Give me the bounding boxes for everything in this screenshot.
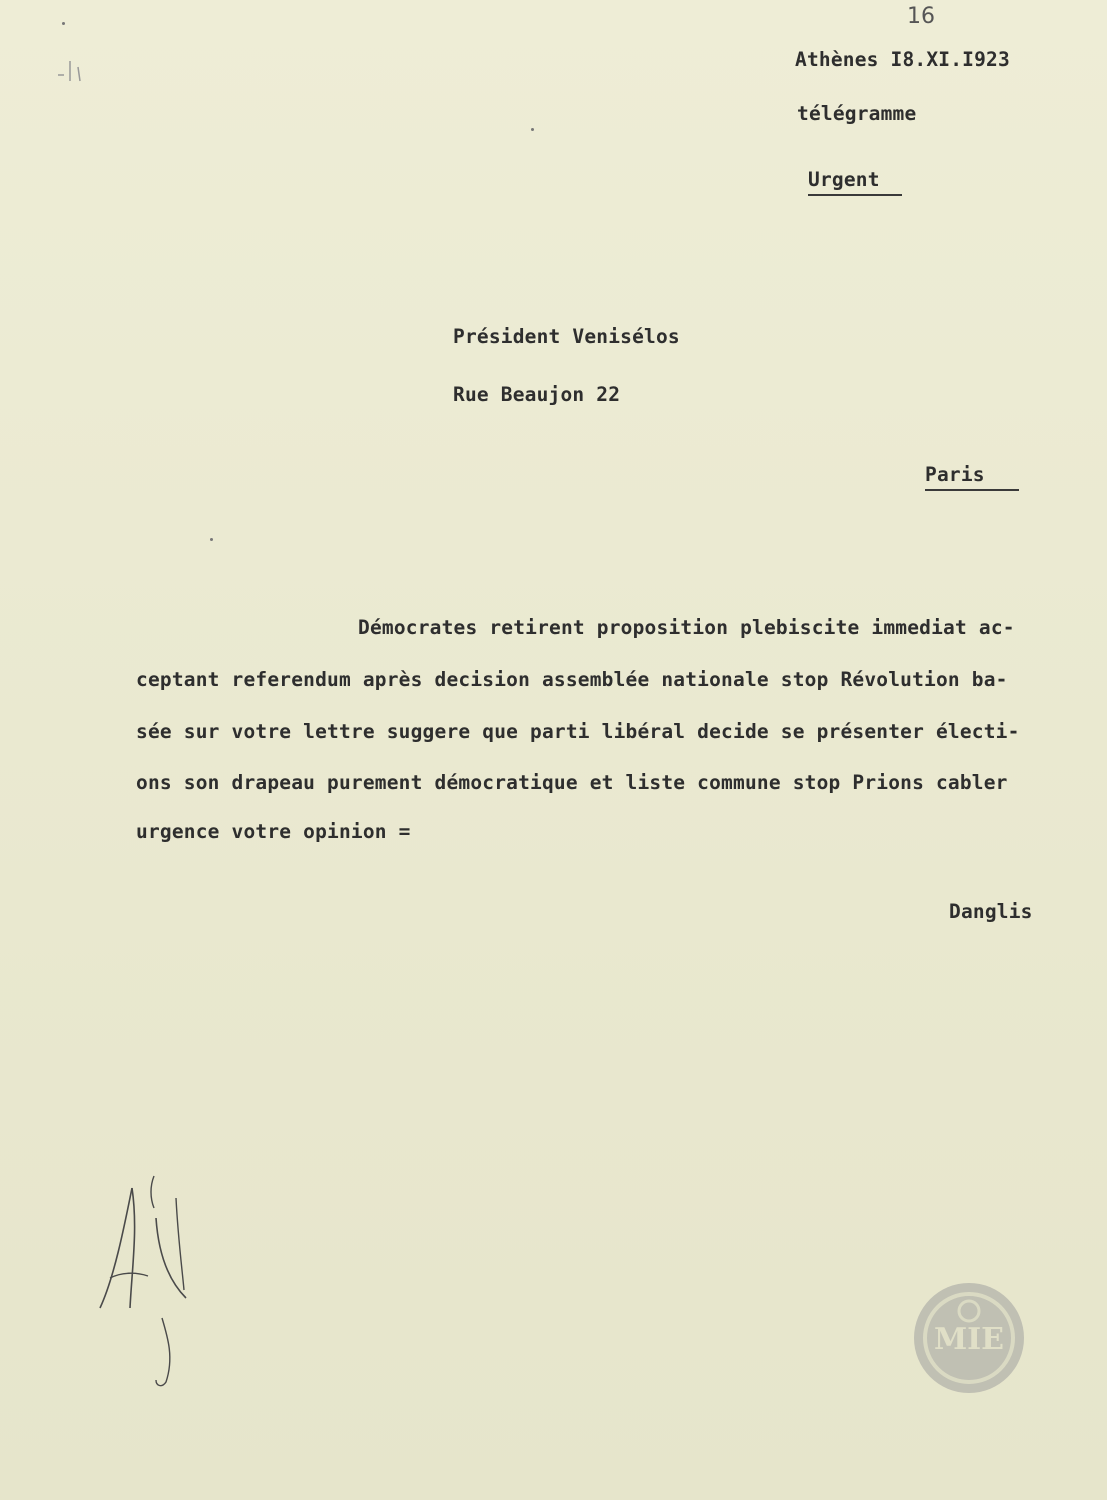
svg-text:ΜΙΕ: ΜΙΕ bbox=[933, 1322, 1005, 1357]
handwritten-initials bbox=[92, 1168, 204, 1394]
place-date: Athènes I8.XI.I923 bbox=[795, 48, 1010, 71]
archive-stamp bbox=[912, 1281, 1026, 1395]
margin-mark bbox=[531, 128, 534, 131]
signature-name: Danglis bbox=[949, 900, 1033, 923]
margin-mark bbox=[62, 22, 65, 25]
margin-mark bbox=[210, 538, 213, 541]
recipient-street: Rue Beaujon 22 bbox=[453, 383, 621, 406]
page-number: 16 bbox=[907, 4, 935, 29]
document-type: télégramme bbox=[797, 102, 917, 125]
body-line: urgence votre opinion = bbox=[136, 820, 411, 843]
margin-pencil-mark bbox=[52, 55, 84, 85]
body-line: ons son drapeau purement démocratique et liste commune stop Prions cabler bbox=[136, 771, 1008, 794]
recipient-name: Président Venisélos bbox=[453, 325, 680, 348]
recipient-city: Paris bbox=[925, 463, 1019, 491]
body-line: Démocrates retirent proposition plebiscite immediat ac- bbox=[358, 616, 1015, 639]
priority-label: Urgent bbox=[808, 168, 902, 196]
body-line: sée sur votre lettre suggere que parti libéral decide se présenter électi- bbox=[136, 720, 1020, 743]
body-line: ceptant referendum après decision assemblée nationale stop Révolution ba- bbox=[136, 668, 1008, 691]
